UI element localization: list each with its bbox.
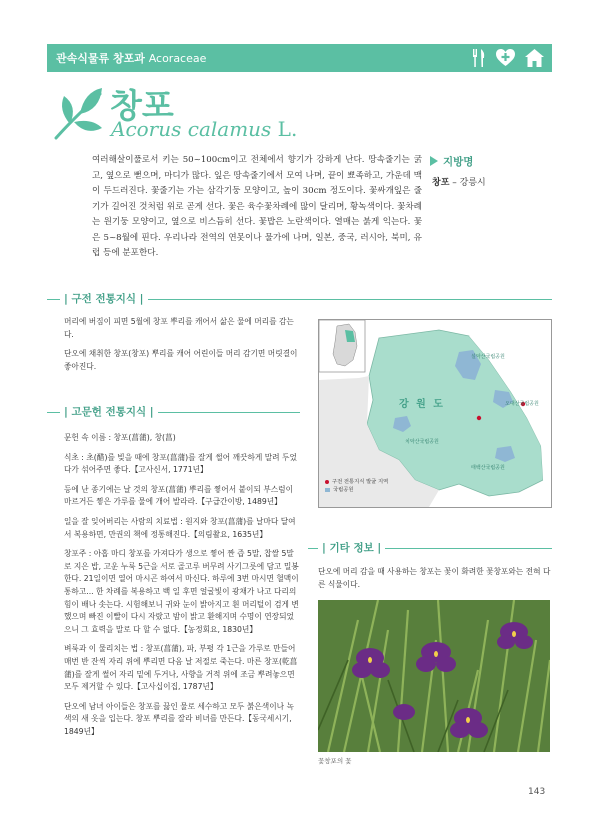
literature-paragraph: 일을 잘 잊어버리는 사람의 치료법 : 원지와 창포(菖蒲)를 날마다 달여서 복용하면, 만권의 책에 정통해진다.【의림촬요, 1635년】 [64, 516, 296, 539]
local-name-place: 강릉시 [459, 178, 486, 188]
legend-item-survey [325, 478, 388, 486]
home-icon[interactable] [525, 49, 544, 67]
survey-marker [477, 416, 481, 420]
species-author: L. [277, 117, 298, 141]
iris-flower-photo [318, 600, 550, 752]
traditional-heading: | 구전 전통지식 | [60, 291, 148, 306]
photo-caption: 꽃창포의 꽃 [318, 757, 352, 765]
literature-paragraph: 식초 : 초(醋)를 빚을 때에 창포(菖蒲)를 잘게 썰어 깨끗하게 말려 두었다가 섞어주면 좋다.【고사신서, 1771년】 [64, 452, 297, 475]
legend-square-icon [325, 488, 330, 492]
triangle-bullet-icon [430, 156, 438, 166]
local-names-heading-text: 지방명 [443, 156, 474, 168]
legend-label: 국립공원 [333, 487, 354, 493]
leaf-logo-icon [50, 84, 108, 146]
literature-paragraph: 문헌 속 이름 : 창포(菖蒲), 창(菖) [64, 433, 176, 442]
traditional-paragraph: 머리에 버짐이 피면 5월에 창포 뿌리를 캐어서 삶은 물에 머리를 감는다. [64, 317, 294, 339]
header-category: 관속식물류 창포과 [56, 52, 145, 65]
header-title [56, 50, 206, 66]
legend-item-park [325, 486, 388, 494]
literature-paragraph: 창포주 : 아홉 마디 창포를 가져다가 생으로 찧어 짠 즙 5말, 찹쌀 5말로 지은 밥, 고운 누룩 5근을 서로 골고루 버무려 사기그릇에 담고 밀봉한다. 21일이면 열어 마시곤 하여서 마신다. 하루에 3번 마시면 혈맥이 통하고... 한 차례를 복용하고 백 일 후면 얼굴빛이 광채가 나고 다리의 힘이 배나 솟는다. 시험해보니 귀와 눈이 밝아지고 흰 머리털이 검게 변했으며 빠진 이빨이 다시 자랐고 밤이 밝고 환해지며 수명이 연장되었으니 그 효력을 말로 다 할 수 없다.【농정회요, 1830년】 [64, 549, 299, 634]
other-info-heading-text: 기타 정보 [329, 542, 374, 554]
local-name: 창포 [432, 178, 450, 188]
header-bar [47, 44, 552, 72]
map-park-label: 치악산국립공원 [405, 439, 439, 445]
local-name-separator: – [449, 178, 460, 188]
literature-body [64, 432, 300, 745]
map-legend [325, 478, 388, 494]
header-icons [472, 48, 544, 68]
species-title-korean: 창포 [110, 86, 174, 125]
literature-heading: | 고문헌 전통지식 | [60, 404, 158, 419]
map-region-label: 강 원 도 [399, 399, 445, 410]
other-info-body [318, 566, 552, 598]
species-title-latin [111, 117, 297, 141]
traditional-body [64, 316, 300, 380]
local-names-entry [432, 175, 486, 188]
heart-plus-icon[interactable] [496, 49, 515, 67]
legend-dot-icon [325, 480, 329, 484]
traditional-heading-text: 구전 전통지식 [71, 293, 137, 305]
species-description: 여러해살이풀로서 키는 50~100cm이고 전체에서 향기가 강하게 난다. 땅속줄기는 굵고, 옆으로 뻗으며, 마디가 많다. 잎은 땅속줄기에서 모여 나며, 끝이 뾰족하고, 가운데 맥이 두드러진다. 꽃줄기는 가는 삼각기둥 모양이고, 높이 30cm 정도이다. 꽃싸개잎은 줄기가 길어진 것처럼 위로 곧게 선다. 꽃은 육수꽃차례에 많이 달리며, 황녹색이다. 꽃차례는 원기둥 모양이고, 옆으로 비스듬히 선다. 꽃밥은 노란색이다. 열매는 붉게 익는다. 꽃은 5~8월에 핀다. 우리나라 전역의 연못이나 물가에 나며, 일본, 중국, 러시아, 북미, 유럽 등에 분포한다. [92, 155, 422, 258]
legend-label: 구전 전통지식 발굴 지역 [332, 479, 389, 485]
literature-paragraph: 벼룩과 이 물리치는 법 : 창포(菖蒲), 파, 부평 각 1근을 가루로 만들어 매번 반 잔씩 자리 위에 뿌리면 다음 날 저절로 죽는다. 마른 창포(乾菖蒲)를 잘게 썰어 자리 밑에 두거나, 사향을 거적 위에 조금 뿌려놓으면 모두 제거할 수 있다.【고사십이집, 1787년】 [64, 644, 298, 692]
traditional-paragraph: 단오에 채취한 창포(창포) 뿌리를 캐어 어린이들 머리 감기면 머릿결이 좋아진다. [64, 349, 298, 371]
literature-paragraph: 단오에 남녀 아이들은 창포를 끓인 물로 세수하고 모두 붉은색이나 녹색의 새 옷을 입는다. 창포 뿌리를 잘라 비녀를 만든다.【동국세시기, 1849년】 [64, 701, 294, 736]
local-names-heading [430, 154, 473, 169]
literature-paragraph: 등에 난 종기에는 날 것의 창포(菖蒲) 뿌리를 찧어서 붙이되 부스럼이 마르거든 찧은 가루를 물에 개어 발라라.【구급간이방, 1489년】 [64, 484, 294, 507]
header-family-latin: Acoraceae [148, 52, 207, 65]
map-park-label: 오대산국립공원 [505, 401, 539, 407]
other-info-heading: | 기타 정보 | [318, 540, 385, 555]
other-info-paragraph: 단오에 머리 감을 때 사용하는 창포는 꽃이 화려한 꽃창포와는 전혀 다른 식물이다. [318, 567, 551, 589]
utensils-icon[interactable] [472, 48, 486, 68]
map-park-label: 설악산국립공원 [471, 354, 505, 360]
distribution-map [318, 319, 552, 508]
species-latin-name: Acorus calamus [111, 117, 272, 141]
map-park-label: 태백산국립공원 [471, 465, 505, 471]
literature-heading-text: 고문헌 전통지식 [71, 406, 147, 418]
page-number: 143 [528, 787, 546, 797]
